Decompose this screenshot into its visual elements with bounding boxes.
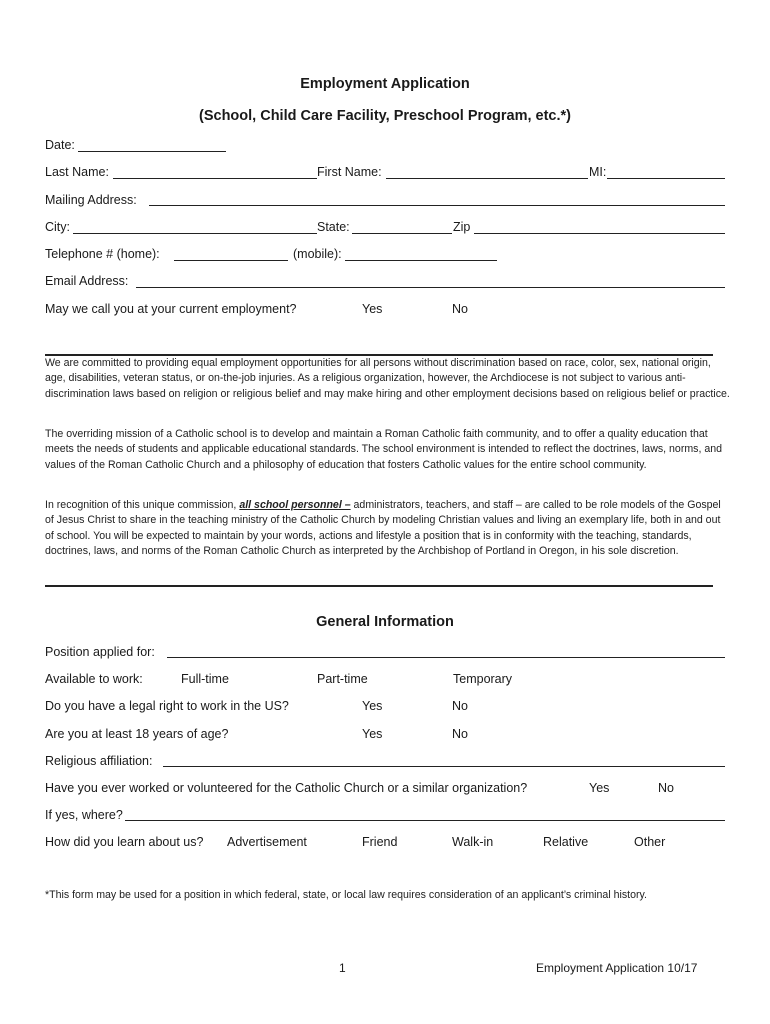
friend-option[interactable]: Friend [362,835,398,849]
relative-option[interactable]: Relative [543,835,589,849]
telephone-home-field[interactable] [174,260,288,261]
learn-about-us-question: How did you learn about us? [45,835,204,849]
email-field[interactable] [136,287,725,288]
walk-in-option[interactable]: Walk-in [452,835,494,849]
page-title: Employment Application [300,76,470,92]
age-yes-option[interactable]: Yes [362,727,383,741]
worked-yes-option[interactable]: Yes [589,781,610,795]
mission-paragraph: The overriding mission of a Catholic school is to develop and maintain a Roman Catholic faith community, and to offer a quality education that meets the needs of students and applicable educational standards. The school environment is intended to reflect the doctrines, laws, norms, and values of the Roman Catholic Church and a philosophy of education that fosters Catholic values for the entire school community. [45,428,723,471]
worked-no-option[interactable]: No [658,781,674,795]
telephone-mobile-field[interactable] [345,260,497,261]
page-number: 1 [339,961,346,975]
commission-intro-text: In recognition of this unique commission, [45,499,240,511]
policy-bottom-divider [45,585,713,587]
age-no-option[interactable]: No [452,727,468,741]
religious-affiliation-field[interactable] [163,766,725,767]
legal-right-question: Do you have a legal right to work in the US? [45,699,289,713]
legal-right-no-option[interactable]: No [452,699,468,713]
all-school-personnel-emphasis: all school personnel – [239,499,351,511]
call-no-option[interactable]: No [452,302,468,316]
legal-right-yes-option[interactable]: Yes [362,699,383,713]
zip-label: Zip [453,220,471,234]
general-information-heading: General Information [316,614,454,630]
commission-paragraph [45,498,730,560]
city-label: City: [45,220,70,234]
available-to-work-label: Available to work: [45,672,143,686]
age-question: Are you at least 18 years of age? [45,727,229,741]
advertisement-option[interactable]: Advertisement [227,835,307,849]
if-yes-where-field[interactable] [125,820,725,821]
worked-for-church-question: Have you ever worked or volunteered for the Catholic Church or a similar organization? [45,781,528,795]
zip-field[interactable] [474,233,725,234]
footnote: *This form may be used for a position in which federal, state, or local law requires consideration of an applicant’s criminal history. [45,889,647,901]
religious-affiliation-label: Religious affiliation: [45,754,153,768]
page-subtitle: (School, Child Care Facility, Preschool Program, etc.*) [199,108,571,124]
call-employment-question: May we call you at your current employment? [45,302,297,316]
temporary-option[interactable]: Temporary [453,672,513,686]
city-field[interactable] [73,233,317,234]
call-yes-option[interactable]: Yes [362,302,383,316]
mi-field[interactable] [607,178,725,179]
part-time-option[interactable]: Part-time [317,672,368,686]
email-label: Email Address: [45,274,129,288]
last-name-label: Last Name: [45,165,109,179]
mailing-address-field[interactable] [149,205,725,206]
date-field[interactable] [78,151,226,152]
first-name-field[interactable] [386,178,588,179]
position-applied-label: Position applied for: [45,645,155,659]
telephone-mobile-label: (mobile): [293,247,342,261]
date-label: Date: [45,138,75,152]
position-applied-field[interactable] [167,657,725,658]
state-field[interactable] [352,233,452,234]
last-name-field[interactable] [113,178,317,179]
if-yes-where-label: If yes, where? [45,808,123,822]
state-label: State: [317,220,350,234]
other-option[interactable]: Other [634,835,666,849]
mi-label: MI: [589,165,607,179]
form-version: Employment Application 10/17 [536,961,698,975]
telephone-home-label: Telephone # (home): [45,247,160,261]
equal-opportunity-paragraph: We are committed to providing equal employment opportunities for all persons without discrimination based on race, color, sex, national origin, age, disabilities, veteran status, or on-the-job injuries. As a religious organization, however, the Archdiocese is not subject to various anti-discrimination laws based on religion or religious belief and may make hiring and other employment decisions based on religious belief or practice. [45,357,730,400]
first-name-label: First Name: [317,165,382,179]
commission-body-text: administrators, teachers, and staff – are called to be role models of the Gospel of Jesus Christ to share in the teaching ministry of the Catholic Church by modeling Christian values and living an exemplary life, both in and out of school. You will be expected to maintain by your words, actions and lifestyle a position that is in conformity with the teaching, standards, doctrines, laws, and norms of the Roman Catholic Church as interpreted by the Archbishop of Portland in Oregon, in his sole discretion. [45,499,721,558]
full-time-option[interactable]: Full-time [181,672,229,686]
mailing-address-label: Mailing Address: [45,193,137,207]
